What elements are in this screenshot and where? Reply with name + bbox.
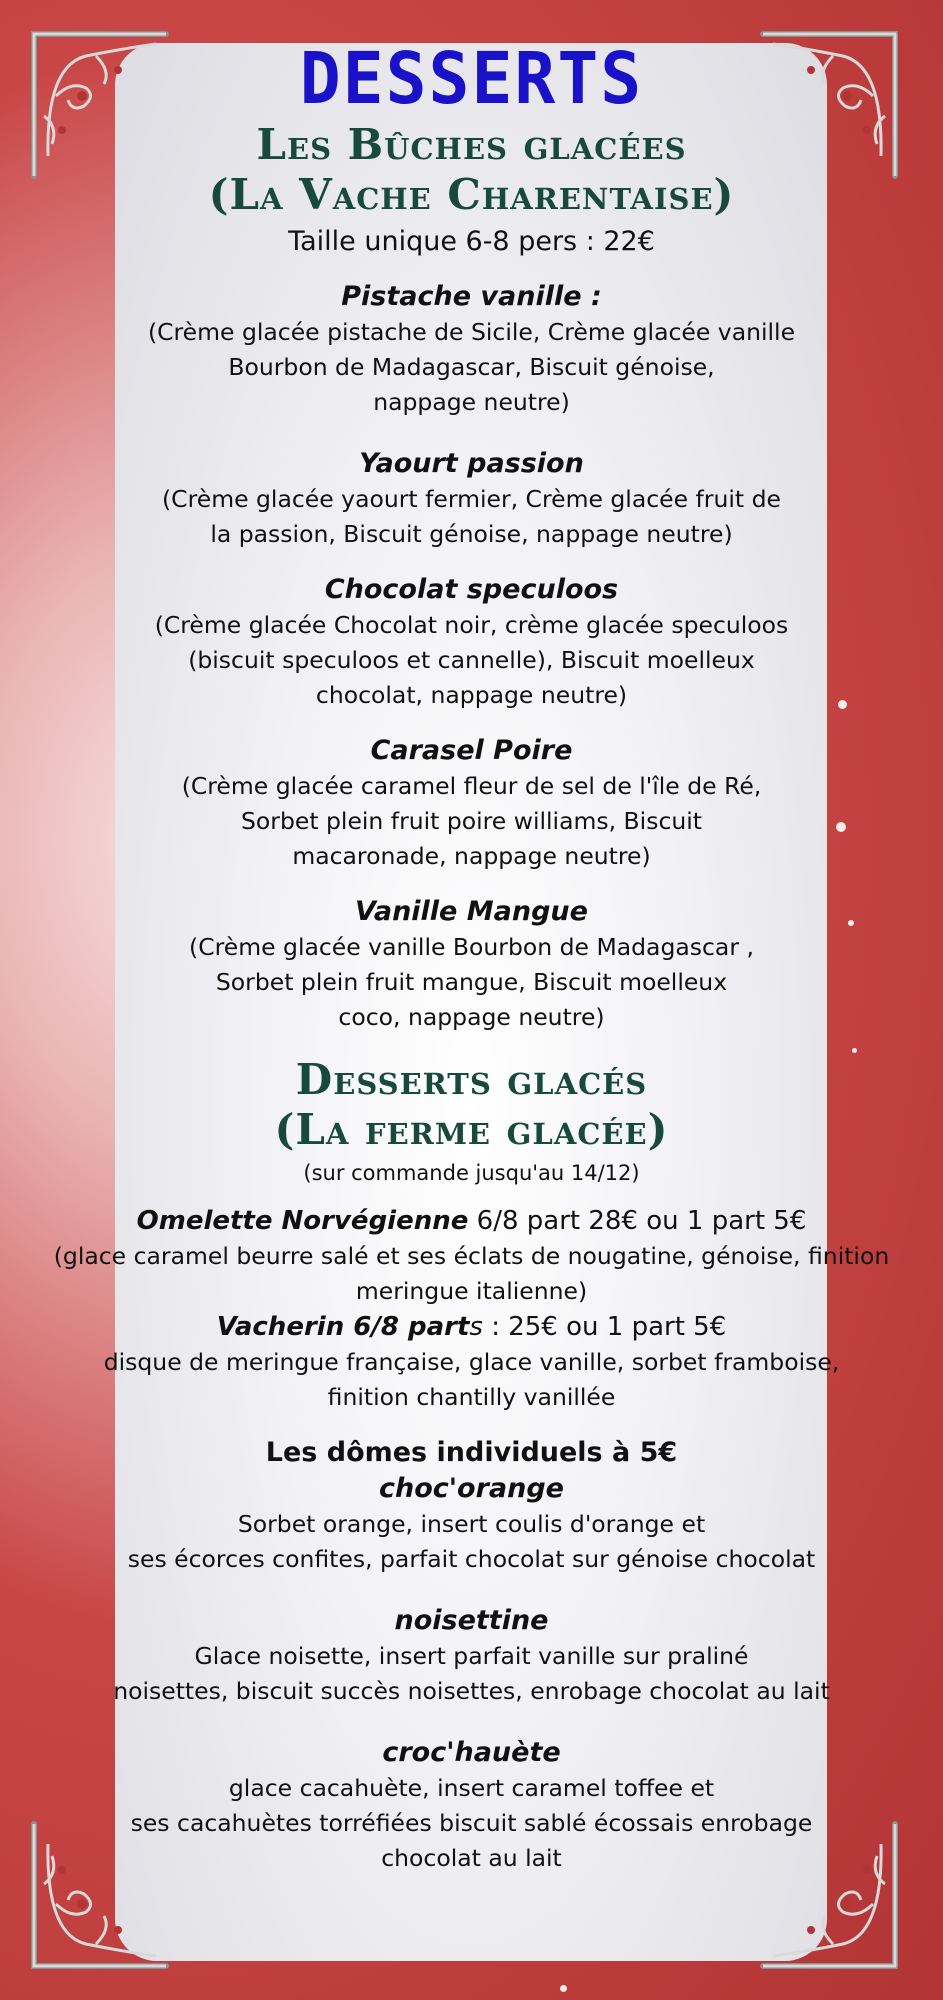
desc-line: chocolat au lait	[381, 1844, 562, 1872]
item-price: : 25€ ou 1 part 5€	[482, 1312, 727, 1342]
desc-line: (biscuit speculoos et cannelle), Biscuit moelleux	[188, 646, 755, 674]
desc-line: (Crème glacée Chocolat noir, crème glacée speculoos	[154, 611, 789, 639]
item-description	[40, 315, 903, 420]
desc-line: disque de meringue française, glace vanille, sorbet framboise,	[103, 1348, 840, 1376]
desc-line: ses écorces confites, parfait chocolat sur génoise chocolat	[127, 1545, 816, 1573]
vacherin-title	[40, 1309, 903, 1345]
menu-item	[40, 446, 903, 552]
item-description	[40, 930, 903, 1035]
section-buches-subheading: (La Vache Charentaise)	[208, 170, 735, 219]
menu-item	[40, 894, 903, 1035]
item-description	[40, 1507, 903, 1577]
desc-line: (Crème glacée pistache de Sicile, Crème glacée vanille	[147, 318, 796, 346]
page-title: DESSERTS	[299, 38, 644, 121]
item-name: Vacherin 6/8 part	[216, 1312, 470, 1342]
item-description	[40, 482, 903, 552]
buches-size-price: Taille unique 6-8 pers : 22€	[288, 226, 655, 257]
item-name-suffix: s	[469, 1312, 483, 1342]
desc-line: ses cacahuètes torréfiées biscuit sablé écossais enrobage	[130, 1809, 813, 1837]
desc-line: nappage neutre)	[373, 388, 570, 416]
desc-line: (glace caramel beurre salé et ses éclats de nougatine, génoise, finition	[53, 1242, 890, 1270]
item-description	[40, 1239, 903, 1309]
desc-line: Bourbon de Madagascar, Biscuit génoise,	[228, 353, 715, 381]
snowflake-dot	[560, 1985, 567, 1992]
item-name: Pistache vanille :	[341, 281, 602, 312]
desc-line: glace cacahuète, insert caramel toffee et	[228, 1774, 715, 1802]
item-description	[40, 1345, 903, 1415]
desc-line: Glace noisette, insert parfait vanille sur praliné	[194, 1642, 749, 1670]
item-description	[40, 769, 903, 874]
desc-line: macaronade, nappage neutre)	[292, 842, 651, 870]
desc-line: coco, nappage neutre)	[338, 1003, 605, 1031]
item-description	[40, 608, 903, 713]
desc-line: (Crème glacée vanille Bourbon de Madagascar ,	[189, 933, 754, 961]
desc-line: Sorbet orange, insert coulis d'orange et	[237, 1510, 706, 1538]
desc-line: Sorbet plein fruit poire williams, Biscuit	[240, 807, 702, 835]
item-name: Carasel Poire	[370, 735, 573, 766]
desc-line: noisettes, biscuit succès noisettes, enrobage chocolat au lait	[113, 1677, 830, 1705]
item-name: Vanille Mangue	[355, 896, 588, 927]
menu-content	[40, 40, 903, 1896]
item-description	[40, 1639, 903, 1709]
menu-item	[40, 279, 903, 420]
desc-line: la passion, Biscuit génoise, nappage neutre)	[210, 520, 733, 548]
desc-line: (Crème glacée caramel fleur de sel de l'île de Ré,	[181, 772, 762, 800]
item-name: Omelette Norvégienne	[136, 1206, 469, 1236]
menu-item	[40, 572, 903, 713]
desc-line: (Crème glacée yaourt fermier, Crème glacée fruit de	[162, 485, 781, 513]
menu-item	[40, 1603, 903, 1709]
section-glaces-subheading: (La ferme glacée)	[274, 1105, 669, 1154]
item-name: noisettine	[394, 1605, 549, 1636]
desc-line: chocolat, nappage neutre)	[315, 681, 628, 709]
desc-line: finition chantilly vanillée	[327, 1383, 616, 1411]
domes-heading: Les dômes individuels à 5€	[265, 1437, 678, 1468]
menu-item	[40, 733, 903, 874]
item-name: choc'orange	[379, 1473, 564, 1504]
item-name: Chocolat speculoos	[324, 574, 619, 605]
desc-line: Sorbet plein fruit mangue, Biscuit moelleux	[215, 968, 728, 996]
section-buches-heading: Les Bûches glacées	[256, 120, 687, 169]
menu-item	[40, 1471, 903, 1577]
order-deadline-note: (sur commande jusqu'au 14/12)	[303, 1161, 640, 1185]
desc-line: meringue italienne)	[355, 1277, 588, 1305]
section-glaces-heading: Desserts glacés	[295, 1055, 648, 1104]
item-description	[40, 1771, 903, 1876]
menu-item	[40, 1735, 903, 1876]
item-price: 6/8 part 28€ ou 1 part 5€	[468, 1206, 807, 1236]
item-name: Yaourt passion	[359, 448, 584, 479]
item-name: croc'hauète	[382, 1737, 561, 1768]
omelette-title	[40, 1203, 903, 1239]
